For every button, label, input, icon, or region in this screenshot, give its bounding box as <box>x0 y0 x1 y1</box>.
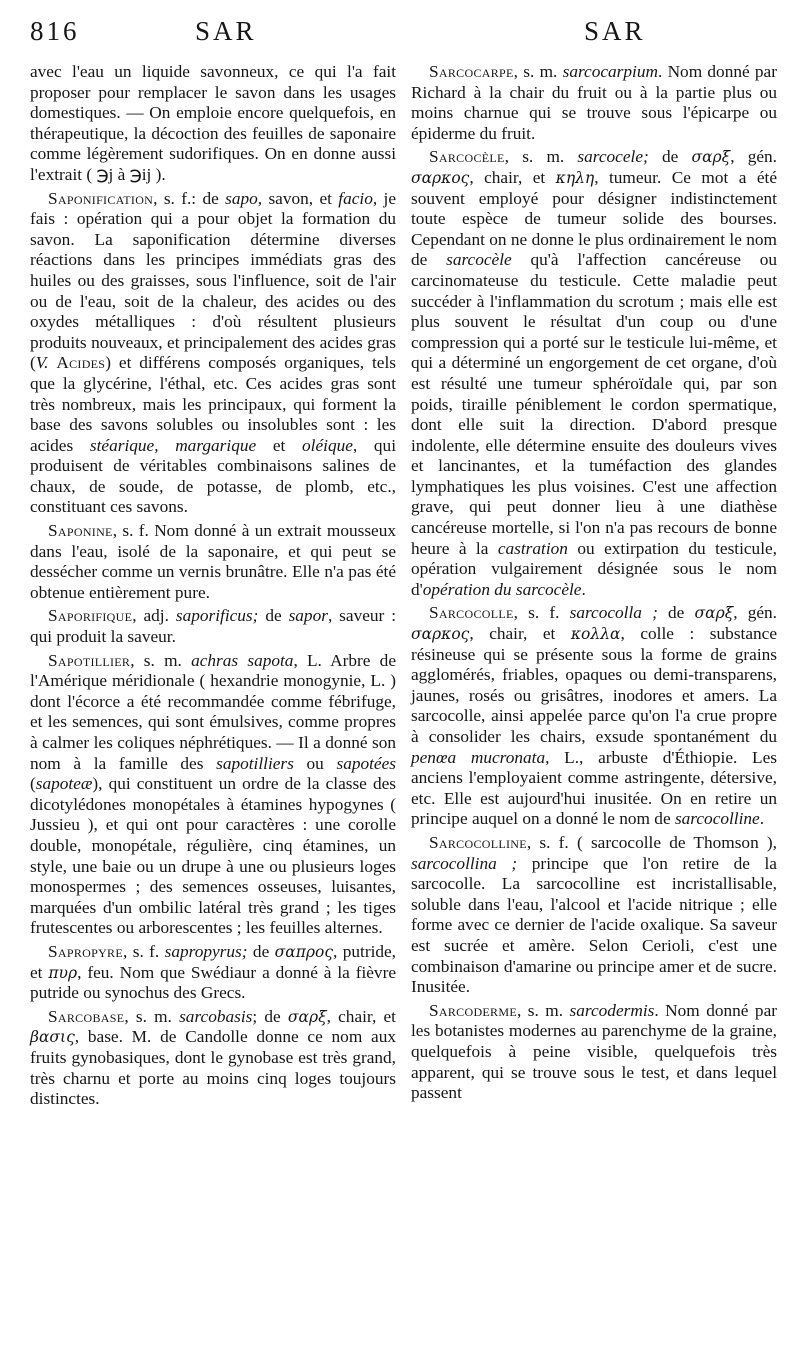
latin-term: sapropyrus; <box>164 941 248 961</box>
entry-sarcoderme <box>411 1001 777 1104</box>
headword: Sapotillier <box>48 650 131 670</box>
entry-text: , putride, et <box>30 941 397 982</box>
running-head-left: SAR <box>195 16 257 46</box>
entry-text: principe que l'on retire de la sarcocolle. La sarcocolline est incristallisable, soluble dans l'eau, l'alcool et l'acide nitrique ; elle forme avec ce dernier de l'acide oxalique. Sa saveur est sucrée et amère. Selon Cerioli, c'est une combinaison d'amarine ou principe amer et de sucre. Inusitée. <box>411 853 777 997</box>
greek-term: σαρξ <box>287 1007 327 1026</box>
latin-term: facio <box>338 188 373 208</box>
entry-text: , chair, et <box>469 167 556 187</box>
entry-text: , s. f. Nom donné à un extrait mousseux dans l'eau, isolé de la saponaire, et qui peut se dessécher comme un vernis brunâtre. Elle n'a pas été obtenue entièrement pure. <box>30 521 396 602</box>
entry-text: . Nom donné par les botanistes modernes au parenchyme de la graine, quelquefois à peine visible, quelquefois très apparent, qui se trouve sous le test, et dans lequel passent <box>411 1000 777 1103</box>
term: stéarique, margarique <box>89 435 257 455</box>
latin-term: sarcocollina ; <box>411 853 518 873</box>
entry-text: ) et différens composés organiques, tels que la glycérine, l'éthal, etc. Ces acides gras sont très nombreux, mais les principaux, qui forment la base des savons solubles ou insolubles sont : les acides <box>30 353 396 455</box>
entry-text: . <box>759 809 765 829</box>
running-head-right: SAR <box>584 16 646 46</box>
entry-text: qu'à l'affection cancéreuse ou carcinomateuse du testicule. Cette maladie peut succéder à l'inflammation du scrotum ; mais elle est plus souvent le résultat d'un coup ou d'une compression qui a porté sur le testicule lui-même, et qui a déterminé un engorgement de cet organe, d'où est résulté une tumeur sphéroïdale qui, par son poids, tiraille péniblement le cordon spermatique, dont elle suit la direction. D'abord presque indolente, elle détermine ensuite des douleurs vives et lancinantes, et la tuméfaction des glandes lymphatiques les plus voisines. C'est une affection grave, qui peut donner lieu à une diathèse cancéreuse mortelle, si l'on n'a pas recours de bonne heure à la <box>411 250 777 558</box>
entry-text: , L. Arbre de l'Amérique méridionale ( hexandrie monogynie, L. ) dont l'écorce a été recommandée comme fébrifuge, et les semences, qui sont émulsives, comme propres à calmer les coliques néphrétiques. — Il a donné son nom à la famille des <box>30 650 396 773</box>
latin-term: sarcodermis <box>569 1000 655 1020</box>
entry-text: de <box>648 147 692 167</box>
page-header <box>30 16 772 66</box>
greek-term: πυρ <box>48 963 78 982</box>
greek-term: κολλα <box>570 625 621 644</box>
entry-text: , gén. <box>730 147 777 167</box>
headword: Sarcocolle <box>429 603 514 623</box>
greek-term: σαρξ <box>694 604 734 623</box>
latin-term: sarcocele; <box>577 147 649 167</box>
entry-text: , je fais : opération qui a pour objet la formation du savon. La saponification détermine diverses réactions dans les principes immédiats gras des huiles ou des graisses, sous l'influence, soit de l'air ou de l'eau, soit de la chaleur, des acides ou des oxydes métalliques : d'où résultent plusieurs produits nouveaux, et principalement des acides gras ( <box>30 188 396 373</box>
entry-text: , adj. <box>132 606 176 626</box>
entry-text: , s. m. <box>504 147 578 167</box>
term: sapotées <box>336 753 396 773</box>
entry-text: , s. f. ( sarcocolle de Thomson ), <box>526 832 777 852</box>
entry-text: , s. f. <box>513 603 570 623</box>
right-column <box>411 62 777 1104</box>
entry-text: , s. m. <box>516 1000 570 1020</box>
entry-sarcobase <box>30 1007 396 1110</box>
headword: Sarcocolline <box>429 832 527 852</box>
term: sarcocèle <box>446 250 512 270</box>
entry-text: , saveur : qui produit la saveur. <box>30 606 396 647</box>
page-number: 816 <box>30 16 80 46</box>
entry-sapotillier <box>30 651 396 939</box>
latin-term: sapor <box>288 606 328 626</box>
entry-text: , s. m. <box>124 1006 180 1026</box>
entry-text: , s. f. <box>123 941 165 961</box>
entry-text: , L., arbuste d'Éthiopie. Les anciens l'employaient comme astringente, détersive, etc. Elle est aujourd'hui inusitée. On en retire un principe auquel on a donné le nom de <box>411 747 777 829</box>
entry-text: , gén. <box>733 603 778 623</box>
greek-term: σαρκος <box>411 168 470 187</box>
greek-term: σαρκος <box>411 625 470 644</box>
entry-saponification <box>30 189 396 519</box>
greek-term: σαρξ <box>691 148 731 167</box>
entry-text: . <box>581 579 586 599</box>
term: castration <box>497 538 568 558</box>
headword: Sarcoderme <box>429 1000 517 1020</box>
latin-term: sarcocolla ; <box>569 603 658 623</box>
entry-saporifique <box>30 606 396 647</box>
latin-term: achras sapota <box>191 650 294 670</box>
entry-text: , s. f.: de <box>153 188 226 208</box>
entry-text: . Nom donné par Richard à la chair du fruit ou à la partie plus ou moins charnue qui se trouve sous l'épicarpe ou épiderme du fruit. <box>411 62 777 143</box>
entry-text: , s. m. <box>513 62 563 81</box>
latin-term: sarcocarpium <box>562 62 658 81</box>
entry-text: , savon, et <box>257 188 339 208</box>
greek-term: βασις <box>30 1028 75 1047</box>
headword: Sapropyre <box>48 941 123 961</box>
entry-sarcocele <box>411 147 777 600</box>
entry-text: de <box>657 603 695 623</box>
headword: Saporifique <box>48 606 133 626</box>
entry-text: , feu. Nom que Swédiaur a donné à la fièvre putride ou synochus des Grecs. <box>30 962 396 1003</box>
cross-reference: Acides <box>56 353 106 373</box>
greek-term: κηλη <box>555 168 595 187</box>
latin-term: sapo <box>225 188 258 208</box>
cross-reference-marker: V. <box>35 353 49 373</box>
term: sapotilliers <box>216 753 294 773</box>
headword: Sarcocarpe <box>429 62 514 81</box>
left-column <box>30 62 396 1110</box>
entry-sarcocolle <box>411 603 777 830</box>
entry-text: , s. m. <box>130 650 192 670</box>
entry-sapropyre <box>30 942 396 1004</box>
headword: Saponification <box>48 188 154 208</box>
entry-text: ), qui constituent un ordre de la classe des dicotylédones monopétales à étamines hypogynes ( Jussieu ), et qui ont pour caractères : une corolle double, monopétale, régulière, cinq étamines, un style, une baie ou un drupe à une ou plusieurs loges monospermes ; des semences osseuses, luisantes, marquées d'un ombilic latéral très grand ; les tiges frutescentes ou arborescentes ; les feuilles alternes. <box>30 774 396 938</box>
entry-sarcocolline <box>411 833 777 998</box>
entry-text: , qui produisent de véritables combinaisons salines de chaux, de soude, de potasse, de plomb, etc., constituant ces savons. <box>30 435 396 517</box>
entry-text: , base. M. de Candolle donne ce nom aux fruits gynobasiques, dont le gynobase est très grand, très charnu et porte au moins cinq loges toujours distinctes. <box>30 1027 396 1109</box>
term: sarcocolline <box>674 809 760 829</box>
headword: Sarcocèle <box>429 147 505 167</box>
entry-text: , chair, et <box>469 624 571 644</box>
entry-text: ou extirpation du testicule, opération vulgairement désignée sous le nom d' <box>411 538 777 599</box>
latin-term: penœa mucronata <box>411 747 546 767</box>
latin-term: saporificus; <box>175 606 259 626</box>
entry-text: ou <box>293 753 337 773</box>
greek-term: σαπρος <box>274 942 334 961</box>
term: opération du sarcocèle <box>422 579 582 599</box>
entry-text: de <box>258 606 289 626</box>
latin-term: sapoteæ <box>35 774 93 794</box>
latin-term: sarcobasis <box>179 1006 253 1026</box>
entry-text: , tumeur. Ce mot a été souvent employé pour désigner indistinctement toute espèce de tumeur solide des bourses. Cependant on ne donne le plus ordinairement le nom de <box>411 167 777 270</box>
term: oléique <box>302 435 353 455</box>
continued-entry-text: avec l'eau un liquide savonneux, ce qui l'a fait proposer pour remplacer le savon dans les usages domestiques. — On emploie encore quelquefois, en thérapeutique, la décoction des feuilles de saponaire comme légèrement sudorifiques. On en donne aussi l'extrait ( ℈j à ℈ij ). <box>30 62 396 184</box>
entry-saponine <box>30 521 396 603</box>
headword: Sarcobase <box>48 1006 125 1026</box>
entry-text: ; de <box>252 1006 288 1026</box>
entry-text: et <box>256 435 303 455</box>
headword: Saponine <box>48 521 113 541</box>
entry-text: , chair, et <box>326 1006 396 1026</box>
entry-sarcocarpe <box>411 62 777 144</box>
entry-text: ( <box>30 774 36 794</box>
entry-text: , colle : substance résineuse qui se présente sous la forme de grains agglomérés, friables, opaques ou demi-transparens, jaunes, rosés ou grisâtres, inodores et amers. La sarcocolle, ainsi appelée parce qu'on l'a crue propre à consolider les chairs, exsude spontanément du <box>411 624 777 746</box>
entry-text: de <box>247 941 275 961</box>
